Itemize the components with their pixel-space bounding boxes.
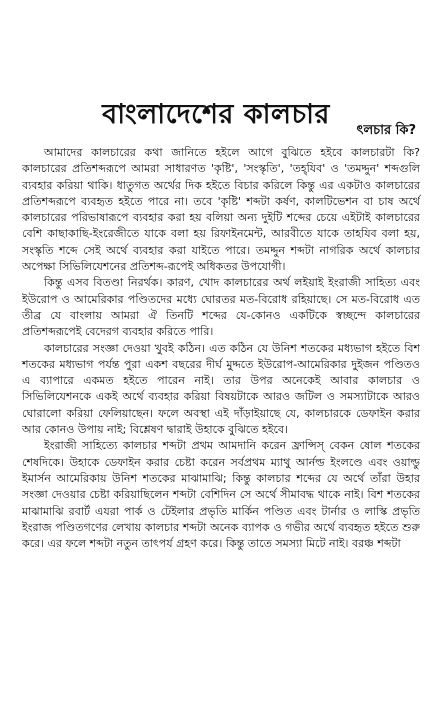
paragraph: কিন্তু এসব বিতণ্ডা নিরর্থক। কারণ, খোদ কালচারের অর্থ লইয়াই ইংরাজী সাহিত্য এবং ইউরোপ ও আমেরিকার পণ্ডিতদের মধ্যে ঘোরতর মত-বিরোধ রহিয়াছে। সে মত-বিরোধ এত তীব্র যে বাংলায় আমরা ঐ তিনটি শব্দের যে-কোনও একটিকে স্বচ্ছন্দে কালচারের প্রতিশব্দরূপেই বেদেরগ ব্যবহার করিতে পারি। [22,276,420,339]
section-heading: ৎলচার কি? [356,123,416,138]
paragraph: কালচারের সংজ্ঞা দেওয়া খুবই কঠিন। এত কঠিন যে উনিশ শতকের মধ্যভাগ হইতে বিশ শতকের মধ্যভাগ পর্যন্ত পুরা একশ বছরের দীর্ঘ মুদ্দতে ইউরোপ-আমেরিকার দুইজন পণ্ডিতও এ ব্যাপারে একমত হইতে পারেন নাই। তার উপর অনেকেই আবার কালচার ও সিভিলিযেশনকে একই অর্থে ব্যবহার করিয়া বিষয়টাকে আরও জটিল ও সমস্যাটাকে আরও ঘোরালো করিয়া ফেলিয়াছেন। ফলে অবস্থা এই দাঁড়াইয়াছে যে, কালচারকে ডেফাইন করার আর কোনও উপায় নাই; বিশ্লেষণ দ্বারাই উহাকে বুঝিতে হইবে। [22,341,420,437]
paragraph: ইংরাজী সাহিত্যে কালচার শব্দটা প্রথম আমদানি করেন ফ্রান্সিস্‌ বেকন ষোল শতকের শেষদিকে। উহাকে ডেফাইন করার চেষ্টা করেন সর্বপ্রথম ম্যাথু আর্নল্ড ইংলণ্ডে এবং ওয়াল্ডু ইমার্সন আমেরিকায় উনিশ শতকের মাঝামাঝি; কিন্তু কালচার শব্দের যে অর্থে তাঁরা উহার সংজ্ঞা দেওয়ার চেষ্টা করিয়াছিলেন শব্দটা বেশিদিন সে অর্থে সীমাবদ্ধ থাকে নাই। বিশ শতকের মাঝামাঝি রবার্ট এযরা পার্ক ও টেইলার প্রভৃতি মার্কিন পণ্ডিত এবং টার্নার ও লাস্কি প্রভৃতি ইংরাজ পণ্ডিতগণের লেখায় কালচার শব্দটা অনেক ব্যাপক ও গভীর অর্থে ব্যবহৃত হইতে শুরু করে। এর ফলে শব্দটা নতুন তাৎপর্য গ্রহণ করে। কিন্তু তাতে সমস্যা মিটে নাই। বরঞ্চ শব্দটা [22,439,420,551]
paragraph: আমাদের কালচারের কথা জানিতে হইলে আগে বুঝিতে হইবে কালচারটা কি? কালচারের প্রতিশব্দরূপে আমরা সাধারণত 'কৃষ্টি', 'সংস্কৃতি', 'তহ্‌যিব' ও 'তমদ্দুন' শব্দগুলি ব্যবহার করিয়া থাকি। ধাতুগত অর্থের দিক হইতে বিচার করিলে কিন্তু এর একটাও কালচারের প্রতিশব্দরূপে ব্যবহৃত হইতে পারে না। তবে 'কৃষ্টি' শব্দটা কর্ষণ, কালটিভেশন বা চাষ অর্থে কালচারের পরিভাষারূপে ব্যবহার করা হয় বলিয়া অন্য দুইটি শব্দের চেয়ে এইটাই কালচারের বেশি কাছাকাছি-ইংরেজীতে যাকে বলা হয় রিফাইনমেন্ট, আরবীতে যাকে তাহযিব বলা হয়, সংস্কৃতি শব্দে সেই অর্থে ব্যবহার করা যাইতে পারে। তমদ্দুন শব্দটা নাগরিক অর্থে কালচার অপেক্ষা সিভিলিযেশনের প্রতিশব্দ-রূপেই অধিকতর উপযোগী। [22,146,420,274]
body-text [22,145,420,552]
page-title: বাংলাদেশের কালচার [102,99,330,131]
